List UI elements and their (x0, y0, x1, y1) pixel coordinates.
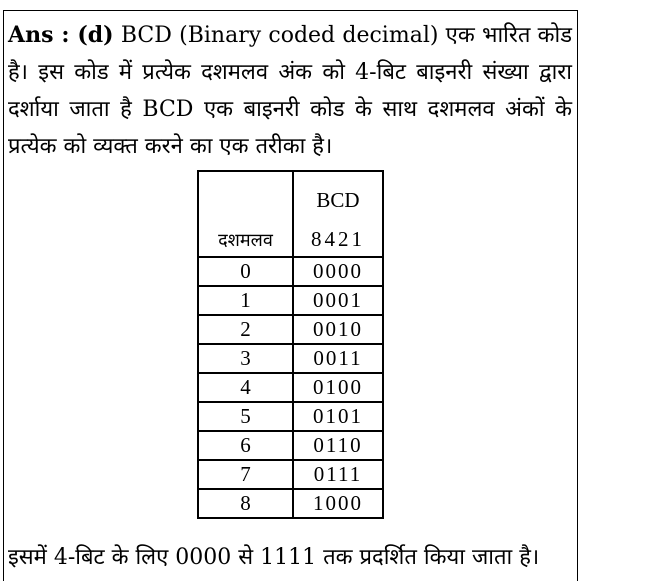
decimal-cell: 6 (198, 431, 293, 460)
table-row (198, 431, 383, 460)
header-bcd-weights: 8421 (311, 227, 365, 251)
bcd-cell: 0010 (293, 315, 383, 344)
table-row (198, 315, 383, 344)
decimal-cell: 8 (198, 489, 293, 518)
table-row (198, 257, 383, 286)
table-row (198, 460, 383, 489)
bcd-table-wrapper (197, 170, 384, 519)
bcd-cell: 0001 (293, 286, 383, 315)
decimal-cell: 3 (198, 344, 293, 373)
bcd-cell: 0000 (293, 257, 383, 286)
bcd-table (197, 170, 384, 519)
table-header-row (198, 171, 383, 257)
table-row (198, 373, 383, 402)
answer-text: BCD (Binary coded decimal) एक भारित कोड है। इस कोड में प्रत्येक दशमलव अंक को 4-बिट बाइनरी संख्या द्वारा दर्शाया जाता है BCD एक बाइनरी कोड के साथ दशमलव अंकों के प्रत्येक को व्यक्त करने का एक तरीका है। (8, 23, 572, 159)
answer-prefix: Ans : (d) (8, 22, 114, 48)
header-bcd-title: BCD (316, 188, 360, 212)
header-decimal: दशमलव (198, 171, 293, 257)
bcd-cell: 0011 (293, 344, 383, 373)
table-row (198, 489, 383, 518)
bcd-cell: 1000 (293, 489, 383, 518)
table-row (198, 286, 383, 315)
bcd-cell: 0101 (293, 402, 383, 431)
bcd-cell: 0100 (293, 373, 383, 402)
bcd-cell: 0110 (293, 431, 383, 460)
decimal-cell: 1 (198, 286, 293, 315)
decimal-cell: 2 (198, 315, 293, 344)
decimal-cell: 4 (198, 373, 293, 402)
table-row (198, 344, 383, 373)
decimal-cell: 5 (198, 402, 293, 431)
answer-paragraph (8, 17, 572, 165)
header-bcd (293, 171, 383, 257)
table-row (198, 402, 383, 431)
decimal-cell: 0 (198, 257, 293, 286)
footer-note: इसमें 4-बिट के लिए 0000 से 1111 तक प्रदर्शित किया जाता है। (8, 545, 540, 570)
bcd-cell: 0111 (293, 460, 383, 489)
decimal-cell: 7 (198, 460, 293, 489)
